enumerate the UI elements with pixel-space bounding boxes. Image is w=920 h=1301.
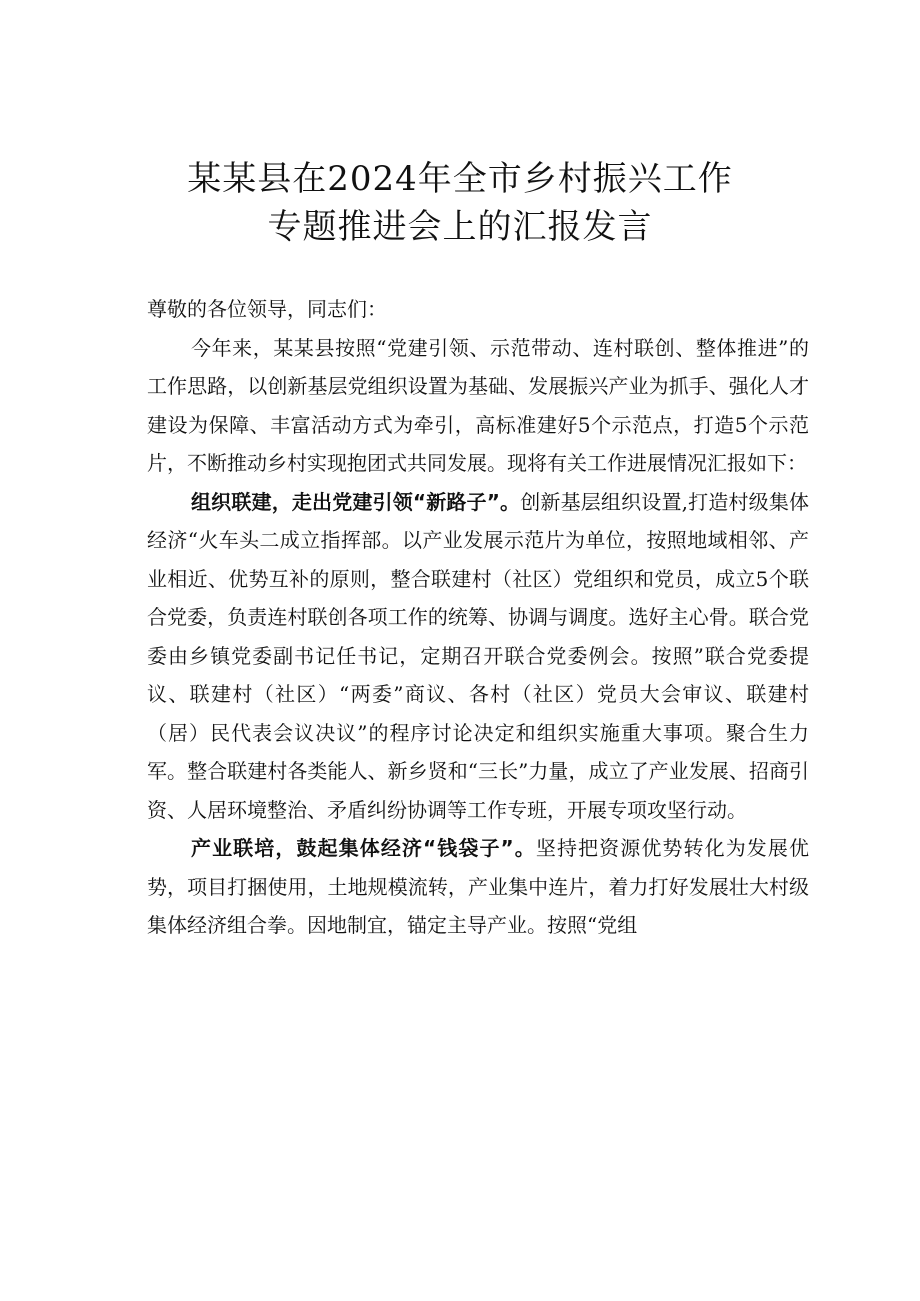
- document-title: [0, 155, 920, 251]
- paragraph-intro-text: 今年来，某某县按照“党建引领、示范带动、连村联创、整体推进”的工作思路，以创新基层党组织设置为基础、发展振兴产业为抓手、强化人才建设为保障、丰富活动方式为牵引，高标准建好5个示范点，打造5个示范片，不断推动乡村实现抱团式共同发展。现将有关工作进展情况汇报如下：: [147, 335, 809, 475]
- title-line-1: 某某县在2024年全市乡村振兴工作: [187, 159, 733, 199]
- paragraph-intro: [147, 329, 809, 483]
- salutation: 尊敬的各位领导，同志们：: [147, 297, 387, 321]
- title-line-2: 专题推进会上的汇报发言: [267, 207, 653, 247]
- paragraph-organization-heading: 组织联建，走出党建引领“新路子”。: [191, 489, 521, 514]
- paragraph-industry: [147, 829, 809, 945]
- paragraph-organization: [147, 483, 809, 830]
- paragraph-industry-heading: 产业联培，鼓起集体经济“钱袋子”。: [191, 836, 536, 860]
- paragraph-organization-text: 创新基层组织设置,打造村级集体经济“火车头二成立指挥部。以产业发展示范片为单位，按照地域相邻、产业相近、优势互补的原则，整合联建村（社区）党组织和党员，成立5个联合党委，负责连村联创各项工作的统筹、协调与调度。选好主心骨。联合党委由乡镇党委副书记任书记，定期召开联合党委例会。按照”联合党委提议、联建村（社区）“两委”商议、各村（社区）党员大会审议、联建村（居）民代表会议决议”的程序讨论决定和组织实施重大事项。聚合生力军。整合联建村各类能人、新乡贤和“三长”力量，成立了产业发展、招商引资、人居环境整治、矛盾纠纷协调等工作专班，开展专项攻坚行动。: [147, 489, 810, 822]
- paragraph-industry-text: 坚持把资源优势转化为发展优势，项目打捆使用，土地规模流转，产业集中连片，着力打好发展壮大村级集体经济组合拳。因地制宜，锚定主导产业。按照“党组: [147, 836, 809, 937]
- document-body: [147, 290, 809, 945]
